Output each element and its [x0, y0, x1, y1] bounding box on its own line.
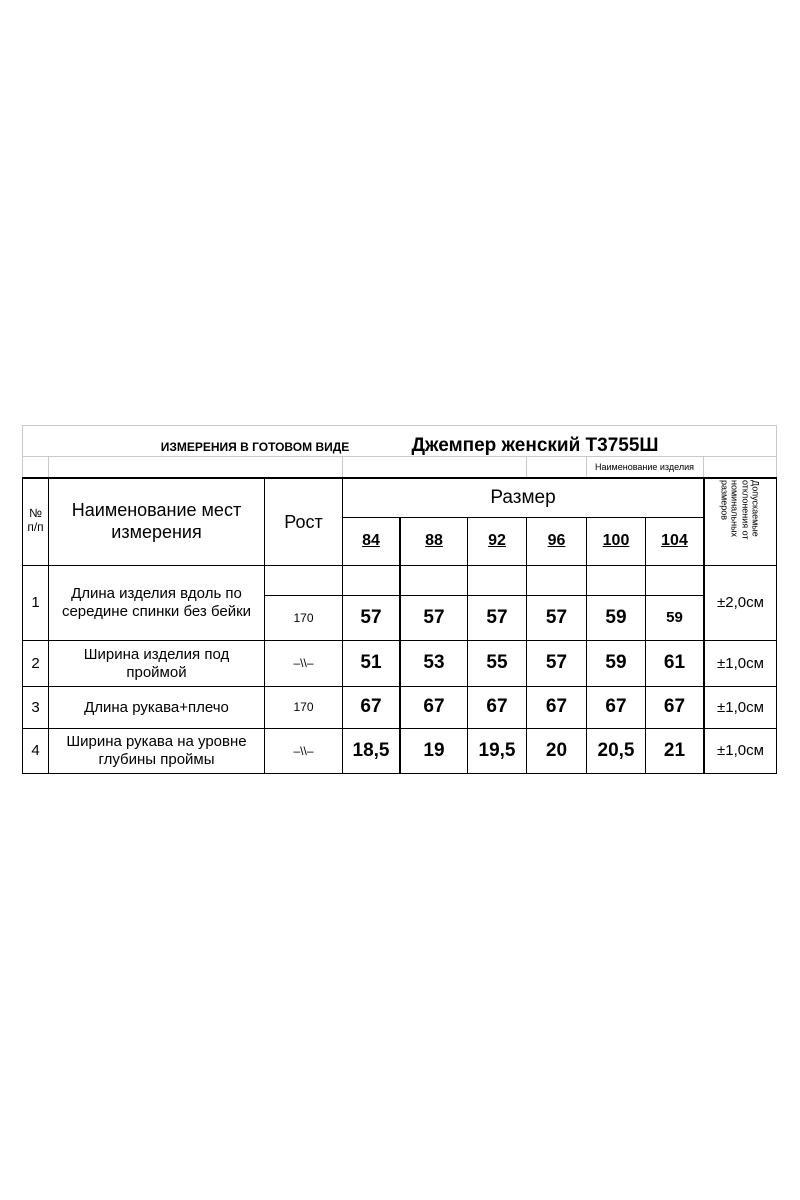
- table-border: [22, 477, 777, 479]
- tolerance-caption: Допускаемые отклонения от номинальных размеров: [719, 480, 761, 540]
- row-value: 57: [423, 606, 445, 628]
- row-value: 67: [663, 696, 686, 718]
- row-number: 4: [31, 742, 40, 759]
- size-header: 92: [488, 532, 506, 550]
- row-value: 19,5: [478, 739, 516, 761]
- grid-line: [22, 425, 776, 426]
- product-title: Джемпер женский Т3755Ш: [411, 434, 659, 456]
- grid-line: [22, 425, 23, 478]
- size-header: 96: [547, 532, 566, 550]
- size-header: 88: [425, 532, 443, 550]
- row-value: 57: [360, 606, 382, 628]
- row-value: 20,5: [597, 739, 635, 761]
- row-rost: 170: [293, 700, 314, 715]
- row-value: 57: [486, 606, 508, 628]
- row-value: 67: [360, 696, 382, 718]
- header-size-group: Размер: [490, 486, 556, 508]
- row-value: 59: [605, 652, 627, 674]
- header-rost: Рост: [284, 512, 323, 533]
- row-value: 61: [663, 652, 686, 674]
- header-no: № п/п: [27, 505, 44, 534]
- row-measure-name: Длина рукава+плечо: [84, 698, 229, 716]
- grid-line: [703, 456, 704, 478]
- row-line: [342, 517, 703, 518]
- row-measure-name: Ширина изделия под проймой: [83, 645, 230, 681]
- row-value: 67: [545, 696, 568, 718]
- row-value: 51: [360, 652, 382, 674]
- grid-line: [342, 456, 343, 478]
- grid-line: [48, 456, 49, 478]
- header-name: Наименование мест измерения: [71, 500, 242, 542]
- size-header: 100: [602, 532, 630, 550]
- product-caption: Наименование изделия: [595, 461, 694, 472]
- row-tolerance: ±2,0см: [717, 594, 764, 611]
- table-border: [776, 477, 777, 774]
- row-rost: –\\–: [293, 743, 314, 758]
- row-number: 1: [31, 594, 40, 611]
- row-value: 57: [545, 652, 568, 674]
- row-rost: –\\–: [293, 656, 314, 671]
- row-value: 67: [605, 696, 627, 718]
- row-tolerance: ±1,0см: [717, 654, 764, 672]
- size-header: 84: [362, 532, 380, 550]
- measurements-title: ИЗМЕРЕНИЯ В ГОТОВОМ ВИДЕ: [160, 439, 350, 454]
- size-header: 104: [661, 532, 688, 550]
- row-value: 59: [666, 609, 683, 626]
- row-value: 57: [545, 606, 568, 628]
- row-value: 59: [605, 606, 627, 628]
- row-value: 67: [486, 696, 508, 718]
- row-value: 67: [423, 696, 445, 718]
- header-tolerance: [704, 478, 776, 566]
- row-value: 21: [663, 739, 686, 761]
- row-value: 20: [545, 739, 568, 761]
- row-value: 55: [486, 652, 508, 674]
- row-value: 19: [423, 739, 445, 761]
- row-measure-name: Ширина рукава на уровне глубины проймы: [66, 733, 247, 768]
- row-value: 53: [423, 652, 445, 674]
- row-tolerance: ±1,0см: [717, 742, 764, 759]
- row-rost: 170: [293, 610, 314, 625]
- grid-line: [776, 425, 777, 478]
- row-number: 2: [31, 654, 40, 672]
- row-measure-name: Длина изделия вдоль по середине спинки без бейки: [61, 585, 252, 620]
- row-tolerance: ±1,0см: [717, 698, 764, 716]
- row-number: 3: [31, 698, 40, 716]
- row-value: 18,5: [352, 739, 390, 761]
